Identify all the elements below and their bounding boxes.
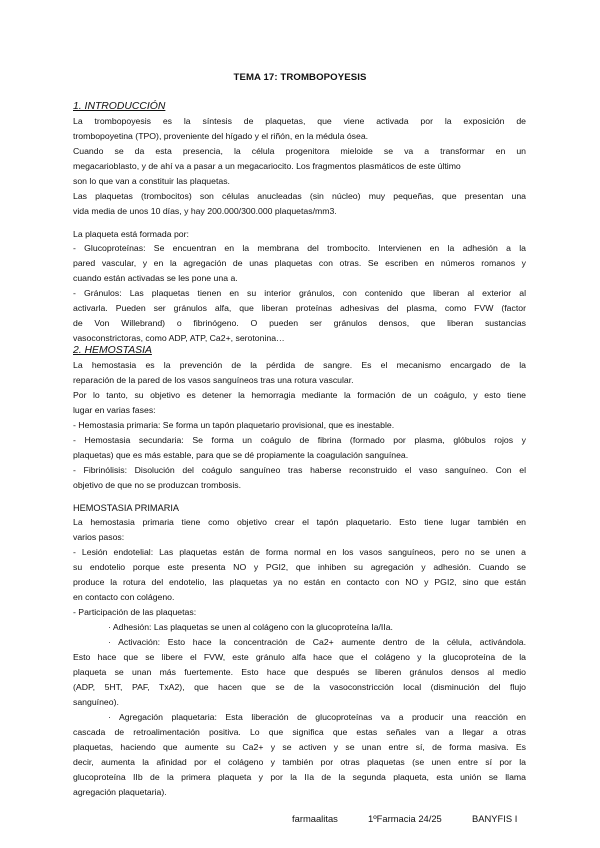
text-line: en contacto con colágeno.	[73, 592, 175, 602]
text-line: · Activación: Esto hace la concentración de Ca2+ aumente dentro de la célula, activándola.	[108, 637, 526, 647]
text-line: sanguíneo).	[73, 697, 119, 707]
text-line: La plaqueta está formada por:	[73, 229, 189, 239]
text-line: cascada de retroalimentación positiva. Lo que significa que estas señales van a llegar a otras	[73, 727, 526, 737]
text-line: - Hemostasia secundaria: Se forma un coágulo de fibrina (formado por plasma, glóbulos rojos y	[73, 435, 526, 445]
text-line: · Adhesión: Las plaquetas se unen al colágeno con la glucoproteína Ia/IIa.	[108, 622, 393, 632]
text-line: lugar en varias fases:	[73, 405, 156, 415]
text-line: · Agregación plaquetaria: Esta liberación de glucoproteínas va a producir una reacción en	[108, 712, 526, 722]
text-line: glucoproteína IIb de la primera plaqueta y por la IIa de la segunda plaqueta, esta unión se llama	[73, 772, 526, 782]
text-line: megacarioblasto, y de ahí va a pasar a un megacariocito. Los fragmentos plasmáticos de este último	[73, 161, 461, 171]
text-line: decir, aumenta la afinidad por el colágeno y también por otras plaquetas (se unen entre sí por la	[73, 757, 526, 767]
text-line: pared vascular, y en la agregación de unas plaquetas con otras. Se escriben en números romanos y	[73, 258, 526, 268]
text-line: plaqueta se unan más fuertemente. Esto hace que después se liberen gránulos densos al medio	[73, 667, 526, 677]
text-line: trombopoyetina (TPO), proveniente del hígado y el riñón, en la médula ósea.	[73, 131, 369, 141]
text-line: - Lesión endotelial: Las plaquetas están de forma normal en los vasos sanguíneos, pero no se unen a	[73, 547, 526, 557]
text-line: - Gránulos: Las plaquetas tienen en su interior gránulos, con contenido que liberan al exterior al	[73, 288, 526, 298]
text-line: plaquetas) que es más estable, para que se dé propiamente la coagulación sanguínea.	[73, 450, 409, 460]
text-line: de Von Willebrand) o fibrinógeno. O pueden ser gránulos densos, que liberan sustancias	[73, 318, 526, 328]
text-line: Las plaquetas (trombocitos) son células anucleadas (sin núcleo) muy pequeñas, que presentan una	[73, 191, 526, 201]
text-line: objetivo de que no se produzcan trombosis.	[73, 480, 242, 490]
text-line: Esto hace que se libere el FVW, este gránulo alfa hace que el colágeno y la glucoproteína de la	[73, 652, 526, 662]
text-line: - Fibrinólisis: Disolución del coágulo sanguíneo tras haberse reconstruido el vaso sanguíneo. Con el	[73, 465, 526, 475]
text-line: su endotelio porque este presenta NO y PGI2, que inhiben su agregación y adhesión. Cuando se	[73, 562, 526, 572]
text-line: reparación de la pared de los vasos sanguíneos tras una rotura vascular.	[73, 375, 354, 385]
text-line: agregación plaquetaria).	[73, 787, 167, 797]
text-line: (ADP, 5HT, PAF, TxA2), que hacen que se de la vasoconstricción local (disminución del flujo	[73, 682, 526, 692]
text-line: vida media de unos 10 días, y hay 200.000/300.000 plaquetas/mm3.	[73, 206, 337, 216]
text-line: plaquetas, haciendo que aumente su Ca2+ y se activen y se unan entre sí, de forma masiva. Es	[73, 742, 526, 752]
text-line: vasoconstrictoras, como ADP, ATP, Ca2+, serotonina…	[73, 333, 285, 343]
text-line: cuando están activadas se les pone una a.	[73, 273, 238, 283]
text-line: activarla. Pueden ser gránulos alfa, que liberan proteínas adhesivas del plasma, como FVW (factor	[73, 303, 526, 313]
text-line: La hemostasia es la prevención de la pérdida de sangre. Es el mecanismo encargado de la	[73, 360, 526, 370]
text-line: son lo que van a constituir las plaquetas.	[73, 176, 230, 186]
text-line: varios pasos:	[73, 532, 125, 542]
text-line: produce la rotura del endotelio, las plaquetas ya no están en contacto con NO y PGI2, sino que están	[73, 577, 526, 587]
text-line: - Participación de las plaquetas:	[73, 607, 197, 617]
footer-course: 1ºFarmacia 24/25	[368, 813, 442, 824]
footer-subject: BANYFIS I	[472, 813, 518, 824]
text-line: La trombopoyesis es la síntesis de plaquetas, que viene activada por la exposición de	[73, 116, 526, 126]
text-line: - Hemostasia primaria: Se forma un tapón plaquetario provisional, que es inestable.	[73, 420, 395, 430]
text-line: Cuando se da esta presencia, la célula progenitora mieloide se va a transformar en un	[73, 146, 526, 156]
text-line: La hemostasia primaria tiene como objetivo crear el tapón plaquetario. Esto tiene lugar también en	[73, 517, 526, 527]
section-heading-hemostasia: 2. HEMOSTASIA	[73, 345, 152, 356]
text-line: Por lo tanto, su objetivo es detener la hemorragia mediante la formación de un coágulo, y esto tiene	[73, 390, 526, 400]
section-heading-introduccion: 1. INTRODUCCIÓN	[73, 101, 166, 112]
section-heading-hemostasia-primaria: HEMOSTASIA PRIMARIA	[73, 503, 180, 513]
page-title: TEMA 17: TROMBOPOYESIS	[233, 72, 367, 83]
text-line: - Glucoproteínas: Se encuentran en la membrana del trombocito. Intervienen en la adhesión a la	[73, 243, 526, 253]
footer-author: farmaalitas	[292, 813, 338, 824]
